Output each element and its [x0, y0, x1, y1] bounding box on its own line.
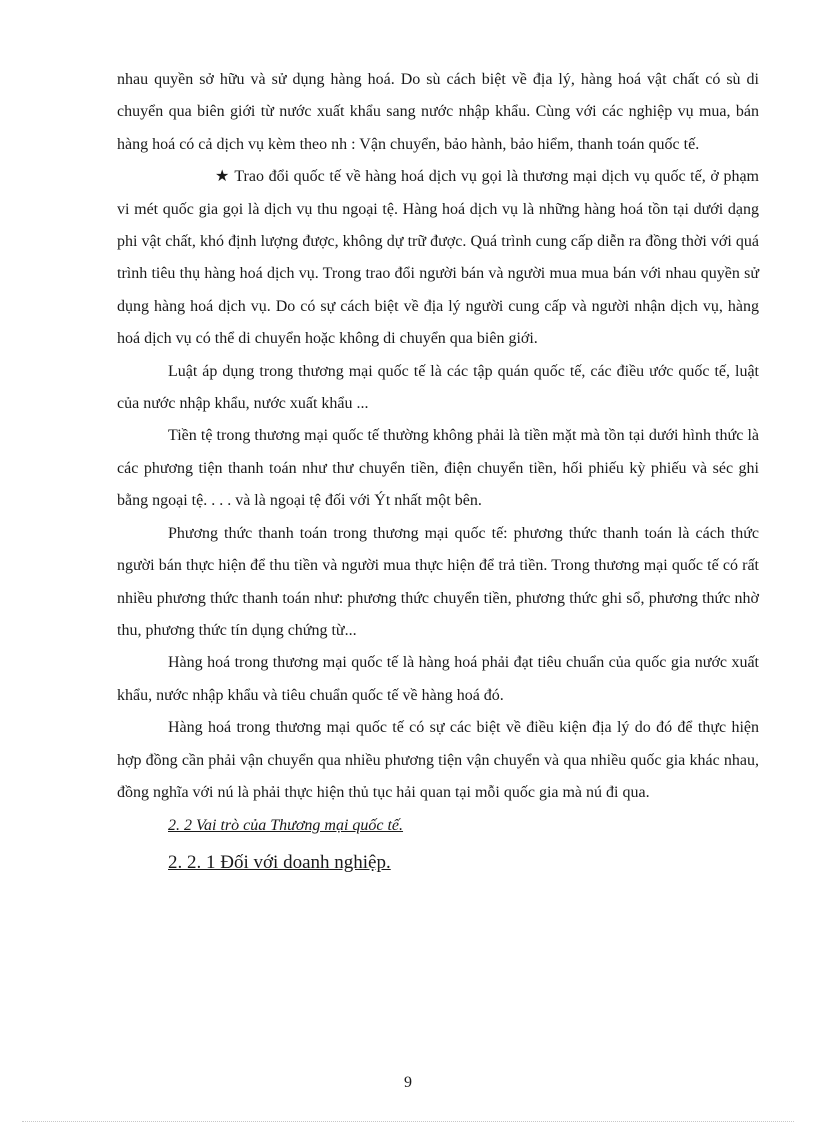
document-page	[117, 64, 759, 883]
paragraph-goods-standards: Hàng hoá trong thương mại quốc tế là hàng hoá phải đạt tiêu chuẩn của quốc gia nước xuất khẩu, nước nhập khẩu và tiêu chuẩn quốc tế về hàng hoá đó.	[117, 654, 759, 704]
paragraph-goods-transport: Hàng hoá trong thương mại quốc tế có sự các biệt về điều kiện địa lý do đó để thực hiện hợp đồng cần phải vận chuyển qua nhiều phương tiện vận chuyển và qua nhiều quốc gia khác nhau, đồng nghĩa với nú là phải thực hiện thủ tục hải quan tại mỗi quốc gia mà nú đi qua.	[117, 719, 759, 801]
section-heading: 2. 2 Vai trò của Thương mại quốc tế.	[168, 817, 404, 835]
paragraph-international-services: ★ Trao đổi quốc tế về hàng hoá dịch vụ gọi là thương mại dịch vụ quốc tế, ở phạm vi mét quốc gia gọi là dịch vụ thu ngoại tệ. Hàng hoá dịch vụ là những hàng hoá tồn tại dưới dạng phi vật chất, khó định lượng được, không dự trữ được. Quá trình cung cấp diễn ra đồng thời với quá trình tiêu thụ hàng hoá dịch vụ. Trong trao đổi người bán và người mua mua bán với nhau quyền sử dụng hàng hoá dịch vụ. Do có sự cách biệt về địa lý người cung cấp và người nhận dịch vụ, hàng hoá dịch vụ có thể di chuyển hoặc không di chuyển qua biên giới.	[117, 168, 759, 348]
subsection-heading: 2. 2. 1 Đối với doanh nghiệp.	[168, 852, 391, 874]
paragraph-currency: Tiền tệ trong thương mại quốc tế thường không phải là tiền mặt mà tồn tại dưới hình thức là các phương tiện thanh toán như thư chuyển tiền, điện chuyển tiền, hối phiếu kỳ phiếu và séc ghi bằng ngoại tệ. . . . và là ngoại tệ đối với Ýt nhất một bên.	[117, 427, 759, 510]
page-number: 9	[404, 1074, 412, 1091]
page-bottom-divider	[22, 1121, 794, 1122]
paragraph-continuation: nhau quyền sở hữu và sử dụng hàng hoá. Do sù cách biệt về địa lý, hàng hoá vật chất có sù di chuyển qua biên giới từ nước xuất khẩu sang nước nhập khẩu. Cùng với các nghiệp vụ mua, bán hàng hoá có cả dịch vụ kèm theo nh : Vận chuyển, bảo hành, bảo hiểm, thanh toán quốc tế.	[117, 71, 759, 153]
paragraph-payment-methods: Phương thức thanh toán trong thương mại quốc tế: phương thức thanh toán là cách thức người bán thực hiện để thu tiền và người mua thực hiện để trả tiền. Trong thương mại quốc tế có rất nhiều phương thức thanh toán như: phương thức chuyển tiền, phương thức ghi sổ, phương thức nhờ thu, phương thức tín dụng chứng từ...	[117, 524, 759, 639]
paragraph-applicable-law: Luật áp dụng trong thương mại quốc tế là các tập quán quốc tế, các điều ước quốc tế, luật của nước nhập khẩu, nước xuất khẩu ...	[117, 362, 759, 413]
